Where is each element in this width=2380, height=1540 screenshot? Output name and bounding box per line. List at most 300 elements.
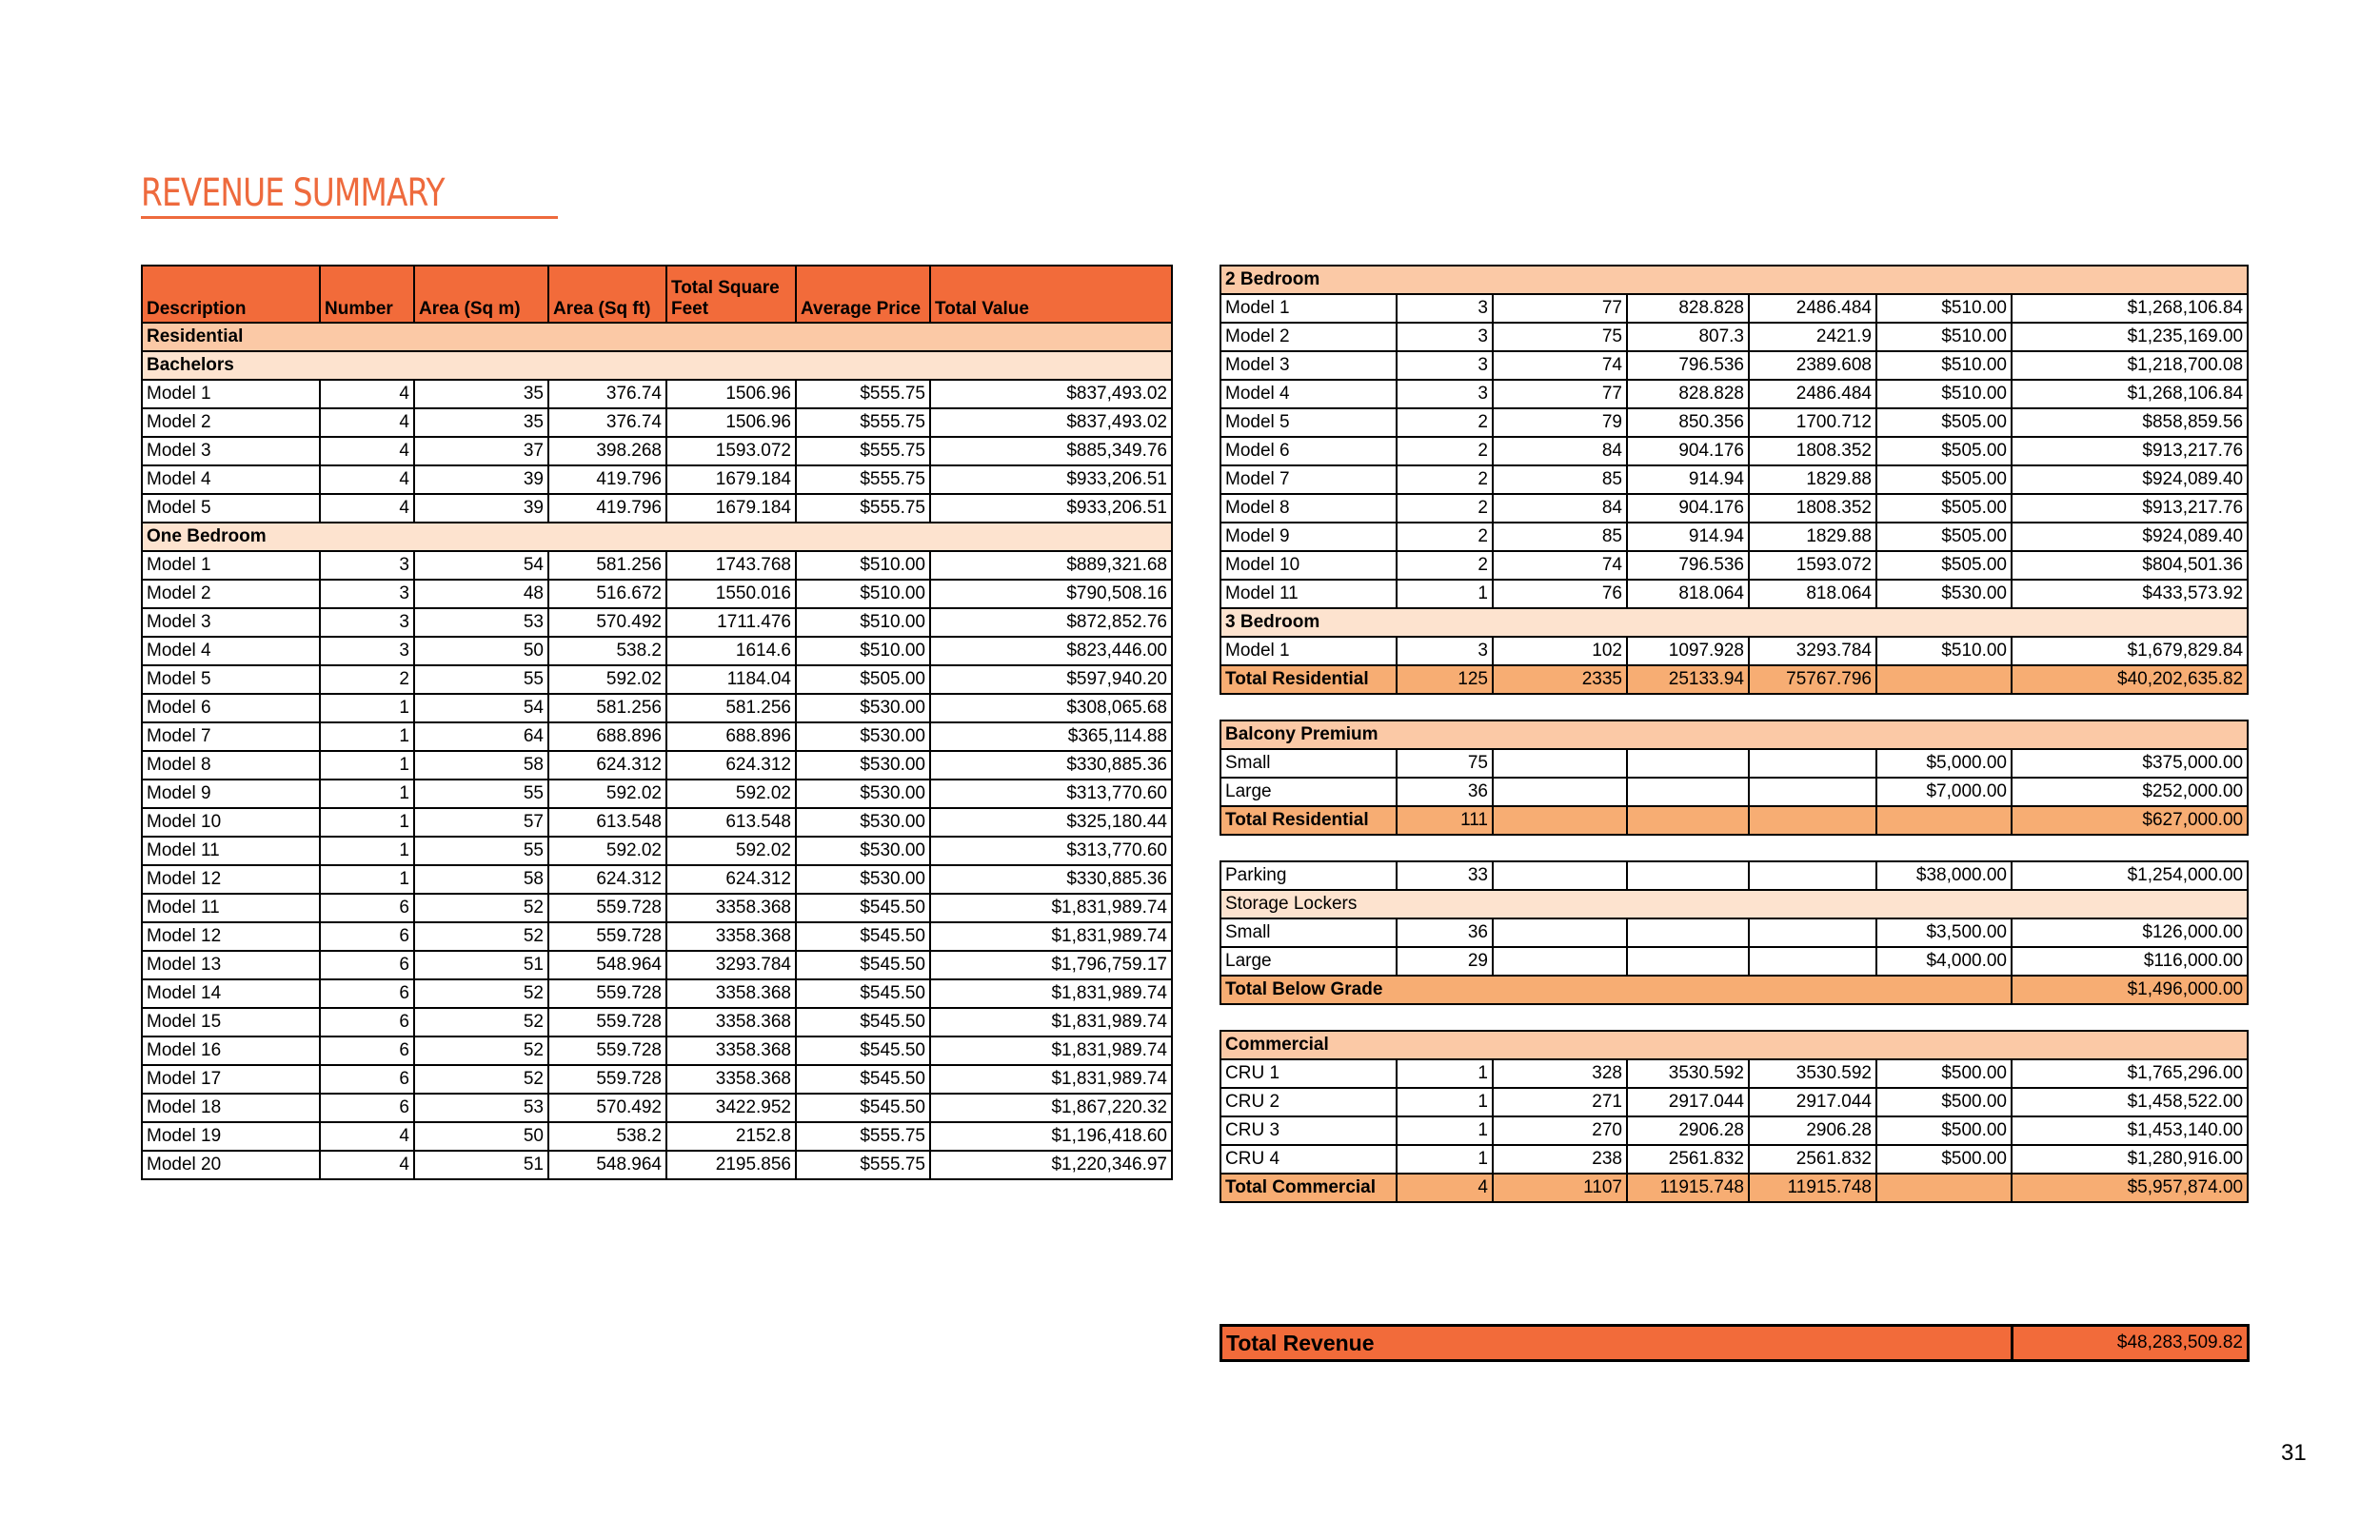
table-cell: 592.02 bbox=[666, 780, 796, 808]
table-cell: $530.00 bbox=[796, 837, 930, 865]
section-header-row bbox=[1220, 608, 2248, 637]
table-cell: 3293.784 bbox=[666, 951, 796, 979]
table-row bbox=[142, 551, 1172, 580]
table-cell: $913,217.76 bbox=[2012, 494, 2248, 523]
spacer bbox=[1220, 835, 2248, 861]
row-label: Small bbox=[1220, 749, 1397, 778]
table-cell: 904.176 bbox=[1627, 494, 1749, 523]
row-label: Model 9 bbox=[142, 780, 320, 808]
section-header-row bbox=[142, 323, 1172, 351]
section-header-row bbox=[1220, 721, 2248, 749]
title-underline bbox=[141, 216, 558, 219]
table-cell: 76 bbox=[1493, 580, 1627, 608]
table-cell: 6 bbox=[320, 1037, 414, 1065]
table-cell: $40,202,635.82 bbox=[2012, 665, 2248, 694]
table-cell: $530.00 bbox=[796, 865, 930, 894]
table-cell: 2 bbox=[1397, 494, 1493, 523]
table-cell: $510.00 bbox=[1876, 351, 2012, 380]
table-cell: $889,321.68 bbox=[930, 551, 1172, 580]
table-row bbox=[142, 808, 1172, 837]
table-cell: 6 bbox=[320, 951, 414, 979]
table-cell: 2195.856 bbox=[666, 1151, 796, 1179]
table-cell: 3 bbox=[320, 551, 414, 580]
table-cell: 75 bbox=[1493, 323, 1627, 351]
row-label: Model 5 bbox=[142, 665, 320, 694]
total-revenue-value: $48,283,509.82 bbox=[2013, 1326, 2249, 1361]
table-cell bbox=[1493, 778, 1627, 806]
table-cell: 2561.832 bbox=[1627, 1145, 1749, 1174]
column-header: Number bbox=[320, 266, 414, 323]
table-cell: 2906.28 bbox=[1627, 1116, 1749, 1145]
table-row bbox=[142, 837, 1172, 865]
table-cell: 35 bbox=[414, 408, 548, 437]
table-cell: 796.536 bbox=[1627, 351, 1749, 380]
table-cell: $505.00 bbox=[1876, 437, 2012, 465]
column-header: Area (Sq ft) bbox=[548, 266, 666, 323]
table-cell: $510.00 bbox=[1876, 294, 2012, 323]
table-cell: 559.728 bbox=[548, 1065, 666, 1094]
table-cell: $7,000.00 bbox=[1876, 778, 2012, 806]
table-cell bbox=[1493, 918, 1627, 947]
table-cell: 1614.6 bbox=[666, 637, 796, 665]
table-row bbox=[1220, 523, 2248, 551]
table-cell: 58 bbox=[414, 865, 548, 894]
row-label: Model 1 bbox=[142, 380, 320, 408]
table-cell: 6 bbox=[320, 894, 414, 922]
row-label: Model 7 bbox=[142, 722, 320, 751]
table-cell: 559.728 bbox=[548, 979, 666, 1008]
row-label: Large bbox=[1220, 947, 1397, 976]
table-cell: $38,000.00 bbox=[1876, 861, 2012, 890]
row-label: Model 15 bbox=[142, 1008, 320, 1037]
table-cell: $555.75 bbox=[796, 1122, 930, 1151]
table-row bbox=[142, 1008, 1172, 1037]
table-cell: 2 bbox=[1397, 437, 1493, 465]
table-cell: 1679.184 bbox=[666, 465, 796, 494]
table-cell: 3 bbox=[320, 580, 414, 608]
spacer-row bbox=[1220, 1004, 2248, 1031]
table-cell: 3358.368 bbox=[666, 979, 796, 1008]
table-cell bbox=[1627, 947, 1749, 976]
table-row bbox=[142, 865, 1172, 894]
table-cell bbox=[1493, 806, 1627, 835]
row-label: Model 11 bbox=[1220, 580, 1397, 608]
total-revenue-label: Total Revenue bbox=[1221, 1326, 2013, 1361]
table-cell: $505.00 bbox=[1876, 465, 2012, 494]
table-cell: 570.492 bbox=[548, 1094, 666, 1122]
row-label: Model 2 bbox=[1220, 323, 1397, 351]
table-cell: 3 bbox=[1397, 294, 1493, 323]
table-cell: $5,957,874.00 bbox=[2012, 1174, 2248, 1202]
table-cell: 75767.796 bbox=[1749, 665, 1876, 694]
page-number: 31 bbox=[2281, 1440, 2307, 1466]
table-cell: 516.672 bbox=[548, 580, 666, 608]
table-cell: $505.00 bbox=[796, 665, 930, 694]
table-row bbox=[142, 722, 1172, 751]
table-cell: $555.75 bbox=[796, 1151, 930, 1179]
table-row bbox=[1220, 380, 2248, 408]
table-cell: 1 bbox=[320, 722, 414, 751]
table-cell: 398.268 bbox=[548, 437, 666, 465]
table-cell: $500.00 bbox=[1876, 1116, 2012, 1145]
table-cell: 624.312 bbox=[548, 751, 666, 780]
table-cell: $530.00 bbox=[796, 808, 930, 837]
column-header: Description bbox=[142, 266, 320, 323]
page-title: REVENUE SUMMARY bbox=[141, 171, 445, 215]
table-cell: 3 bbox=[1397, 323, 1493, 351]
table-cell: $555.75 bbox=[796, 494, 930, 523]
table-cell bbox=[1749, 778, 1876, 806]
spacer-row bbox=[1220, 835, 2248, 861]
table-row bbox=[1220, 551, 2248, 580]
table-row bbox=[142, 694, 1172, 722]
table-cell: $252,000.00 bbox=[2012, 778, 2248, 806]
row-label: Model 12 bbox=[142, 922, 320, 951]
row-label: Model 13 bbox=[142, 951, 320, 979]
table-cell: 376.74 bbox=[548, 380, 666, 408]
table-row bbox=[142, 580, 1172, 608]
table-cell bbox=[1627, 749, 1749, 778]
table-cell: $545.50 bbox=[796, 1037, 930, 1065]
table-row bbox=[1220, 351, 2248, 380]
row-label: Model 2 bbox=[142, 408, 320, 437]
table-cell: 270 bbox=[1493, 1116, 1627, 1145]
table-cell: $555.75 bbox=[796, 380, 930, 408]
column-header: Total Value bbox=[930, 266, 1172, 323]
row-label: Model 16 bbox=[142, 1037, 320, 1065]
table-cell: 581.256 bbox=[666, 694, 796, 722]
table-cell: $858,859.56 bbox=[2012, 408, 2248, 437]
table-cell: 57 bbox=[414, 808, 548, 837]
table-cell: 51 bbox=[414, 951, 548, 979]
table-cell: 25133.94 bbox=[1627, 665, 1749, 694]
table-cell: 538.2 bbox=[548, 637, 666, 665]
table-cell: $505.00 bbox=[1876, 551, 2012, 580]
other-revenue-table bbox=[1220, 265, 2249, 1203]
table-cell: $330,885.36 bbox=[930, 751, 1172, 780]
table-row bbox=[1220, 1059, 2248, 1088]
table-cell: $500.00 bbox=[1876, 1145, 2012, 1174]
table-row bbox=[142, 922, 1172, 951]
table-cell: $126,000.00 bbox=[2012, 918, 2248, 947]
table-cell: 75 bbox=[1397, 749, 1493, 778]
table-cell: 55 bbox=[414, 780, 548, 808]
section-label: Storage Lockers bbox=[1220, 890, 2248, 918]
table-cell: 52 bbox=[414, 979, 548, 1008]
table-cell: $530.00 bbox=[796, 751, 930, 780]
table-cell bbox=[1749, 947, 1876, 976]
table-cell: 1 bbox=[320, 837, 414, 865]
table-cell: 36 bbox=[1397, 918, 1493, 947]
table-cell: 807.3 bbox=[1627, 323, 1749, 351]
table-row bbox=[1220, 437, 2248, 465]
table-row bbox=[142, 751, 1172, 780]
table-cell: 592.02 bbox=[548, 780, 666, 808]
table-cell: $597,940.20 bbox=[930, 665, 1172, 694]
table-row bbox=[1220, 918, 2248, 947]
table-cell: 1 bbox=[1397, 1059, 1493, 1088]
subtotal-row bbox=[1220, 665, 2248, 694]
column-header: Total Square Feet bbox=[666, 266, 796, 323]
table-cell: $823,446.00 bbox=[930, 637, 1172, 665]
column-header: Average Price bbox=[796, 266, 930, 323]
table-cell: $308,065.68 bbox=[930, 694, 1172, 722]
table-cell bbox=[1876, 1174, 2012, 1202]
table-cell: $1,235,169.00 bbox=[2012, 323, 2248, 351]
table-cell: 3358.368 bbox=[666, 894, 796, 922]
table-cell bbox=[1627, 778, 1749, 806]
row-label: Model 1 bbox=[1220, 294, 1397, 323]
table-cell: $1,679,829.84 bbox=[2012, 637, 2248, 665]
table-cell: $933,206.51 bbox=[930, 465, 1172, 494]
table-cell: 2486.484 bbox=[1749, 294, 1876, 323]
section-label: 3 Bedroom bbox=[1220, 608, 2248, 637]
table-cell: $1,196,418.60 bbox=[930, 1122, 1172, 1151]
table-cell: 85 bbox=[1493, 523, 1627, 551]
table-cell: $1,268,106.84 bbox=[2012, 380, 2248, 408]
table-cell: 1506.96 bbox=[666, 408, 796, 437]
table-cell: 2 bbox=[1397, 523, 1493, 551]
table-cell: 1 bbox=[1397, 1088, 1493, 1116]
table-cell: $555.75 bbox=[796, 437, 930, 465]
table-cell: 64 bbox=[414, 722, 548, 751]
residential-units-table bbox=[141, 265, 1173, 1180]
table-cell: 688.896 bbox=[666, 722, 796, 751]
table-cell bbox=[1876, 665, 2012, 694]
row-label: Model 2 bbox=[142, 580, 320, 608]
table-cell: $872,852.76 bbox=[930, 608, 1172, 637]
table-cell: 1 bbox=[320, 694, 414, 722]
table-cell: 548.964 bbox=[548, 1151, 666, 1179]
row-label: Model 3 bbox=[1220, 351, 1397, 380]
table-cell bbox=[1749, 806, 1876, 835]
table-cell: 29 bbox=[1397, 947, 1493, 976]
subtotal-label: Total Below Grade bbox=[1220, 976, 2012, 1004]
table-cell: 592.02 bbox=[548, 837, 666, 865]
table-cell: 559.728 bbox=[548, 922, 666, 951]
table-cell: 37 bbox=[414, 437, 548, 465]
table-row bbox=[142, 1151, 1172, 1179]
table-cell: $510.00 bbox=[796, 637, 930, 665]
table-cell: 2561.832 bbox=[1749, 1145, 1876, 1174]
table-cell: 77 bbox=[1493, 380, 1627, 408]
table-cell: $1,867,220.32 bbox=[930, 1094, 1172, 1122]
table-cell: 2486.484 bbox=[1749, 380, 1876, 408]
table-cell: 77 bbox=[1493, 294, 1627, 323]
table-cell: 79 bbox=[1493, 408, 1627, 437]
table-cell: 328 bbox=[1493, 1059, 1627, 1088]
table-cell: 3358.368 bbox=[666, 922, 796, 951]
table-row bbox=[142, 465, 1172, 494]
table-cell: 1829.88 bbox=[1749, 465, 1876, 494]
table-cell: 376.74 bbox=[548, 408, 666, 437]
table-cell: $510.00 bbox=[796, 580, 930, 608]
total-revenue-row bbox=[1221, 1326, 2249, 1361]
subtotal-row bbox=[1220, 806, 2248, 835]
table-cell bbox=[1749, 918, 1876, 947]
table-cell: 1184.04 bbox=[666, 665, 796, 694]
table-cell: 1 bbox=[1397, 580, 1493, 608]
table-cell: $530.00 bbox=[796, 694, 930, 722]
table-cell: 3358.368 bbox=[666, 1065, 796, 1094]
table-cell: 102 bbox=[1493, 637, 1627, 665]
table-cell: 4 bbox=[320, 494, 414, 523]
table-cell: $500.00 bbox=[1876, 1059, 2012, 1088]
table-cell: 3 bbox=[1397, 380, 1493, 408]
table-cell: 4 bbox=[320, 408, 414, 437]
subtotal-value: $1,496,000.00 bbox=[2012, 976, 2248, 1004]
table-cell: $1,220,346.97 bbox=[930, 1151, 1172, 1179]
table-cell: $375,000.00 bbox=[2012, 749, 2248, 778]
section-label: 2 Bedroom bbox=[1220, 266, 2248, 294]
table-row bbox=[1220, 637, 2248, 665]
table-cell: 818.064 bbox=[1627, 580, 1749, 608]
table-cell: $1,254,000.00 bbox=[2012, 861, 2248, 890]
table-row bbox=[1220, 465, 2248, 494]
section-header-row bbox=[1220, 1031, 2248, 1059]
table-cell: 2917.044 bbox=[1749, 1088, 1876, 1116]
table-cell: $505.00 bbox=[1876, 494, 2012, 523]
table-cell: $505.00 bbox=[1876, 408, 2012, 437]
table-cell: 624.312 bbox=[666, 865, 796, 894]
table-cell: 559.728 bbox=[548, 894, 666, 922]
table-cell: 2389.608 bbox=[1749, 351, 1876, 380]
table-cell: 828.828 bbox=[1627, 294, 1749, 323]
table-cell: 1 bbox=[1397, 1116, 1493, 1145]
table-cell: 1593.072 bbox=[666, 437, 796, 465]
table-cell: 914.94 bbox=[1627, 523, 1749, 551]
table-cell: $545.50 bbox=[796, 1065, 930, 1094]
row-label: Total Residential bbox=[1220, 665, 1397, 694]
table-cell: 4 bbox=[320, 1122, 414, 1151]
table-cell: 1097.928 bbox=[1627, 637, 1749, 665]
table-cell: 54 bbox=[414, 551, 548, 580]
table-cell: $1,765,296.00 bbox=[2012, 1059, 2248, 1088]
table-cell: 2152.8 bbox=[666, 1122, 796, 1151]
table-cell: $545.50 bbox=[796, 1008, 930, 1037]
table-cell: $933,206.51 bbox=[930, 494, 1172, 523]
table-row bbox=[142, 1037, 1172, 1065]
table-row bbox=[1220, 494, 2248, 523]
row-label: Parking bbox=[1220, 861, 1397, 890]
section-label: Residential bbox=[142, 323, 1172, 351]
table-cell: 3358.368 bbox=[666, 1037, 796, 1065]
table-cell: $837,493.02 bbox=[930, 380, 1172, 408]
row-label: Model 3 bbox=[142, 437, 320, 465]
table-cell: 3 bbox=[1397, 637, 1493, 665]
table-cell: 2335 bbox=[1493, 665, 1627, 694]
table-cell: 2906.28 bbox=[1749, 1116, 1876, 1145]
table-cell: 84 bbox=[1493, 437, 1627, 465]
spacer bbox=[1220, 1004, 2248, 1031]
row-label: Model 8 bbox=[1220, 494, 1397, 523]
table-cell bbox=[1876, 806, 2012, 835]
table-cell: 592.02 bbox=[666, 837, 796, 865]
table-row bbox=[1220, 580, 2248, 608]
table-cell: 58 bbox=[414, 751, 548, 780]
table-row bbox=[1220, 1145, 2248, 1174]
row-label: Model 1 bbox=[1220, 637, 1397, 665]
table-cell: $924,089.40 bbox=[2012, 523, 2248, 551]
table-cell: 6 bbox=[320, 979, 414, 1008]
row-label: Total Commercial bbox=[1220, 1174, 1397, 1202]
table-cell: 85 bbox=[1493, 465, 1627, 494]
table-cell: 84 bbox=[1493, 494, 1627, 523]
row-label: Model 4 bbox=[142, 465, 320, 494]
row-label: CRU 4 bbox=[1220, 1145, 1397, 1174]
table-cell: 3358.368 bbox=[666, 1008, 796, 1037]
table-cell: 3422.952 bbox=[666, 1094, 796, 1122]
table-cell bbox=[1627, 918, 1749, 947]
table-cell: $510.00 bbox=[1876, 637, 2012, 665]
table-cell: 11915.748 bbox=[1627, 1174, 1749, 1202]
row-label: Model 9 bbox=[1220, 523, 1397, 551]
table-cell bbox=[1749, 749, 1876, 778]
row-label: Model 14 bbox=[142, 979, 320, 1008]
table-cell: 50 bbox=[414, 1122, 548, 1151]
table-row bbox=[142, 437, 1172, 465]
table-cell: 3 bbox=[320, 637, 414, 665]
table-row bbox=[1220, 294, 2248, 323]
table-cell: 1808.352 bbox=[1749, 494, 1876, 523]
table-row bbox=[142, 894, 1172, 922]
table-cell: 52 bbox=[414, 922, 548, 951]
table-cell: 2 bbox=[320, 665, 414, 694]
row-label: Model 3 bbox=[142, 608, 320, 637]
table-cell: 624.312 bbox=[548, 865, 666, 894]
table-cell: 4 bbox=[320, 380, 414, 408]
section-header-row bbox=[1220, 266, 2248, 294]
table-cell: $530.00 bbox=[1876, 580, 2012, 608]
table-cell: 39 bbox=[414, 494, 548, 523]
row-label: Model 11 bbox=[142, 894, 320, 922]
table-row bbox=[142, 1094, 1172, 1122]
table-cell: $510.00 bbox=[1876, 380, 2012, 408]
table-row bbox=[1220, 1088, 2248, 1116]
table-cell: 581.256 bbox=[548, 551, 666, 580]
table-row bbox=[142, 665, 1172, 694]
table-cell: 1 bbox=[1397, 1145, 1493, 1174]
table-row bbox=[1220, 1116, 2248, 1145]
table-cell: 904.176 bbox=[1627, 437, 1749, 465]
table-cell: $1,831,989.74 bbox=[930, 979, 1172, 1008]
table-cell: 6 bbox=[320, 1094, 414, 1122]
table-cell: 1506.96 bbox=[666, 380, 796, 408]
table-cell: 35 bbox=[414, 380, 548, 408]
table-row bbox=[142, 637, 1172, 665]
total-revenue-table bbox=[1220, 1324, 2250, 1362]
table-cell: 4 bbox=[320, 437, 414, 465]
table-cell: 1 bbox=[320, 780, 414, 808]
row-label: Model 17 bbox=[142, 1065, 320, 1094]
section-label: One Bedroom bbox=[142, 523, 1172, 551]
table-row bbox=[142, 979, 1172, 1008]
row-label: Model 4 bbox=[1220, 380, 1397, 408]
table-cell: $1,268,106.84 bbox=[2012, 294, 2248, 323]
row-label: Model 19 bbox=[142, 1122, 320, 1151]
table-cell: 271 bbox=[1493, 1088, 1627, 1116]
section-label: Bachelors bbox=[142, 351, 1172, 380]
table-row bbox=[142, 951, 1172, 979]
table-cell bbox=[1493, 861, 1627, 890]
table-cell: 1829.88 bbox=[1749, 523, 1876, 551]
table-cell: 1679.184 bbox=[666, 494, 796, 523]
row-label: Model 1 bbox=[142, 551, 320, 580]
row-label: Small bbox=[1220, 918, 1397, 947]
table-cell: 1 bbox=[320, 751, 414, 780]
table-cell bbox=[1627, 806, 1749, 835]
table-cell: 55 bbox=[414, 665, 548, 694]
